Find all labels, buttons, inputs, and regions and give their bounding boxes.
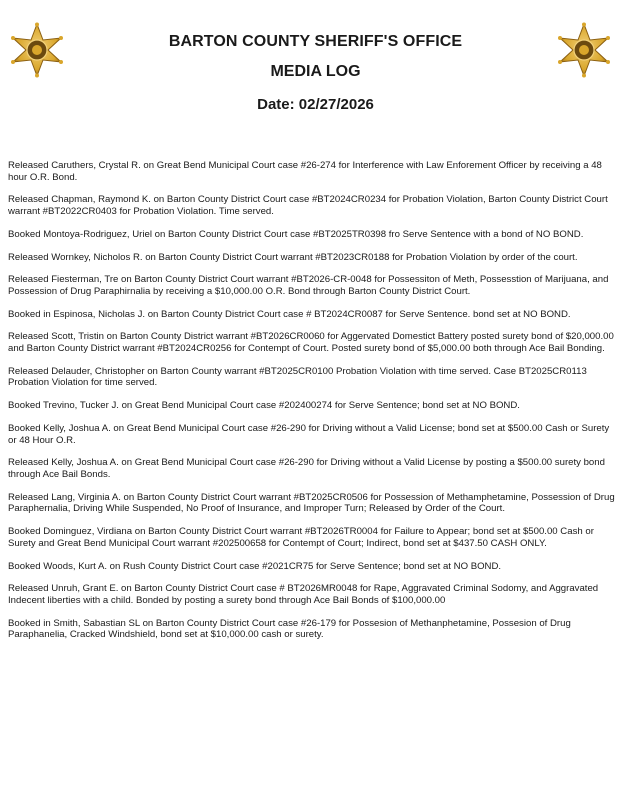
media-log-entries: [8, 160, 620, 652]
log-entry: Released Scott, Tristin on Barton County District warrant #BT2026CR0060 for Aggervated Domestict Battery posted surety bond of $20,000.00 and Barton County District warrant #BT2024CR0256 for Contempt of Court. Posted surety bond of $5,000.00 both through Ace Bail Bonding.: [8, 331, 614, 355]
log-entry: Released Lang, Virginia A. on Barton County District Court warrant #BT2025CR0506 for Possession of Methamphetamine, Possession of Drug Paraphernalia, Driving While Suspended, No Proof of Insurance, and Improper Turn; Released by Order of the Court.: [8, 491, 615, 515]
log-entry: Booked in Espinosa, Nicholas J. on Barton County District Court case # BT2024CR0087 for Serve Sentence. bond set at NO BOND.: [8, 308, 571, 320]
log-entry: Booked Woods, Kurt A. on Rush County District Court case #2021CR75 for Serve Sentence; bond set at NO BOND.: [8, 560, 502, 572]
log-entry: Booked in Smith, Sabastian SL on Barton County District Court case #26-179 for Possesion of Methanphetamine, Possesion of Drug Paraphanelia, Cracked Windshield, bond set at $10,000.00 cash or surety.: [8, 617, 571, 641]
log-date: Date: 02/27/2026: [257, 96, 374, 113]
log-entry: Released Chapman, Raymond K. on Barton County District Court case #BT2024CR0234 for Probation Violation, Barton County District Court warrant #BT2022CR0403 for Probation Violation. Time served.: [8, 194, 608, 217]
log-entry: Booked Dominguez, Virdiana on Barton County District Court warrant #BT2026TR0004 for Failure to Appear; bond set at $500.00 Cash or Surety and Great Bend Municipal Court warrant #202500658 for Contempt of Court; Indirect, bond set at $437.50 CASH ONLY.: [8, 526, 594, 549]
log-entry: Released Wornkey, Nicholos R. on Barton County District Court warrant #BT2023CR0188 for Probation Violation by order of the court.: [8, 251, 578, 263]
log-entry: Booked Montoya-Rodriguez, Uriel on Barton County District Court case #BT2025TR0398 fro Serve Sentence with a bond of NO BOND.: [8, 228, 584, 240]
office-title: BARTON COUNTY SHERIFF'S OFFICE: [168, 33, 463, 50]
log-title: MEDIA LOG: [270, 63, 361, 80]
log-entry: Released Fiesterman, Tre on Barton County District Court warrant #BT2026-CR-0048 for Possessiton of Meth, Possesstion of Marijuana, and Possession of Drug Paraphirnalia by receiving a $10,000.00 O.R. Bond through Barton County District Court.: [8, 274, 609, 297]
log-entry: Released Unruh, Grant E. on Barton County District Court case # BT2026MR0048 for Rape, Aggravated Criminal Sodomy, and Aggravated Indecent liberties with a child. Bonded by posting a surety bond through Ace Bail Bonds of $100,000.00: [8, 583, 599, 606]
log-entry: Released Caruthers, Crystal R. on Great Bend Municipal Court case #26-274 for Interference with Law Enforement Officer by receiving a 48 hour O.R. Bond.: [8, 160, 602, 183]
log-entry: Booked Kelly, Joshua A. on Great Bend Municipal Court case #26-290 for Driving without a Valid License; bond set at $500.00 Cash or Surety or 48 Hour O.R.: [8, 423, 610, 446]
log-entry: Released Kelly, Joshua A. on Great Bend Municipal Court case #26-290 for Driving without a Valid License by posting a $500.00 surety bond through Ace Bail Bonds.: [8, 457, 605, 480]
log-entry: Booked Trevino, Tucker J. on Great Bend Municipal Court case #202400274 for Serve Sentence; bond set at NO BOND.: [8, 400, 520, 412]
log-entry: Released Delauder, Christopher on Barton County warrant #BT2025CR0100 Probation Violation with time served. Case BT2025CR0113 Probation Violation for time served.: [8, 365, 587, 389]
